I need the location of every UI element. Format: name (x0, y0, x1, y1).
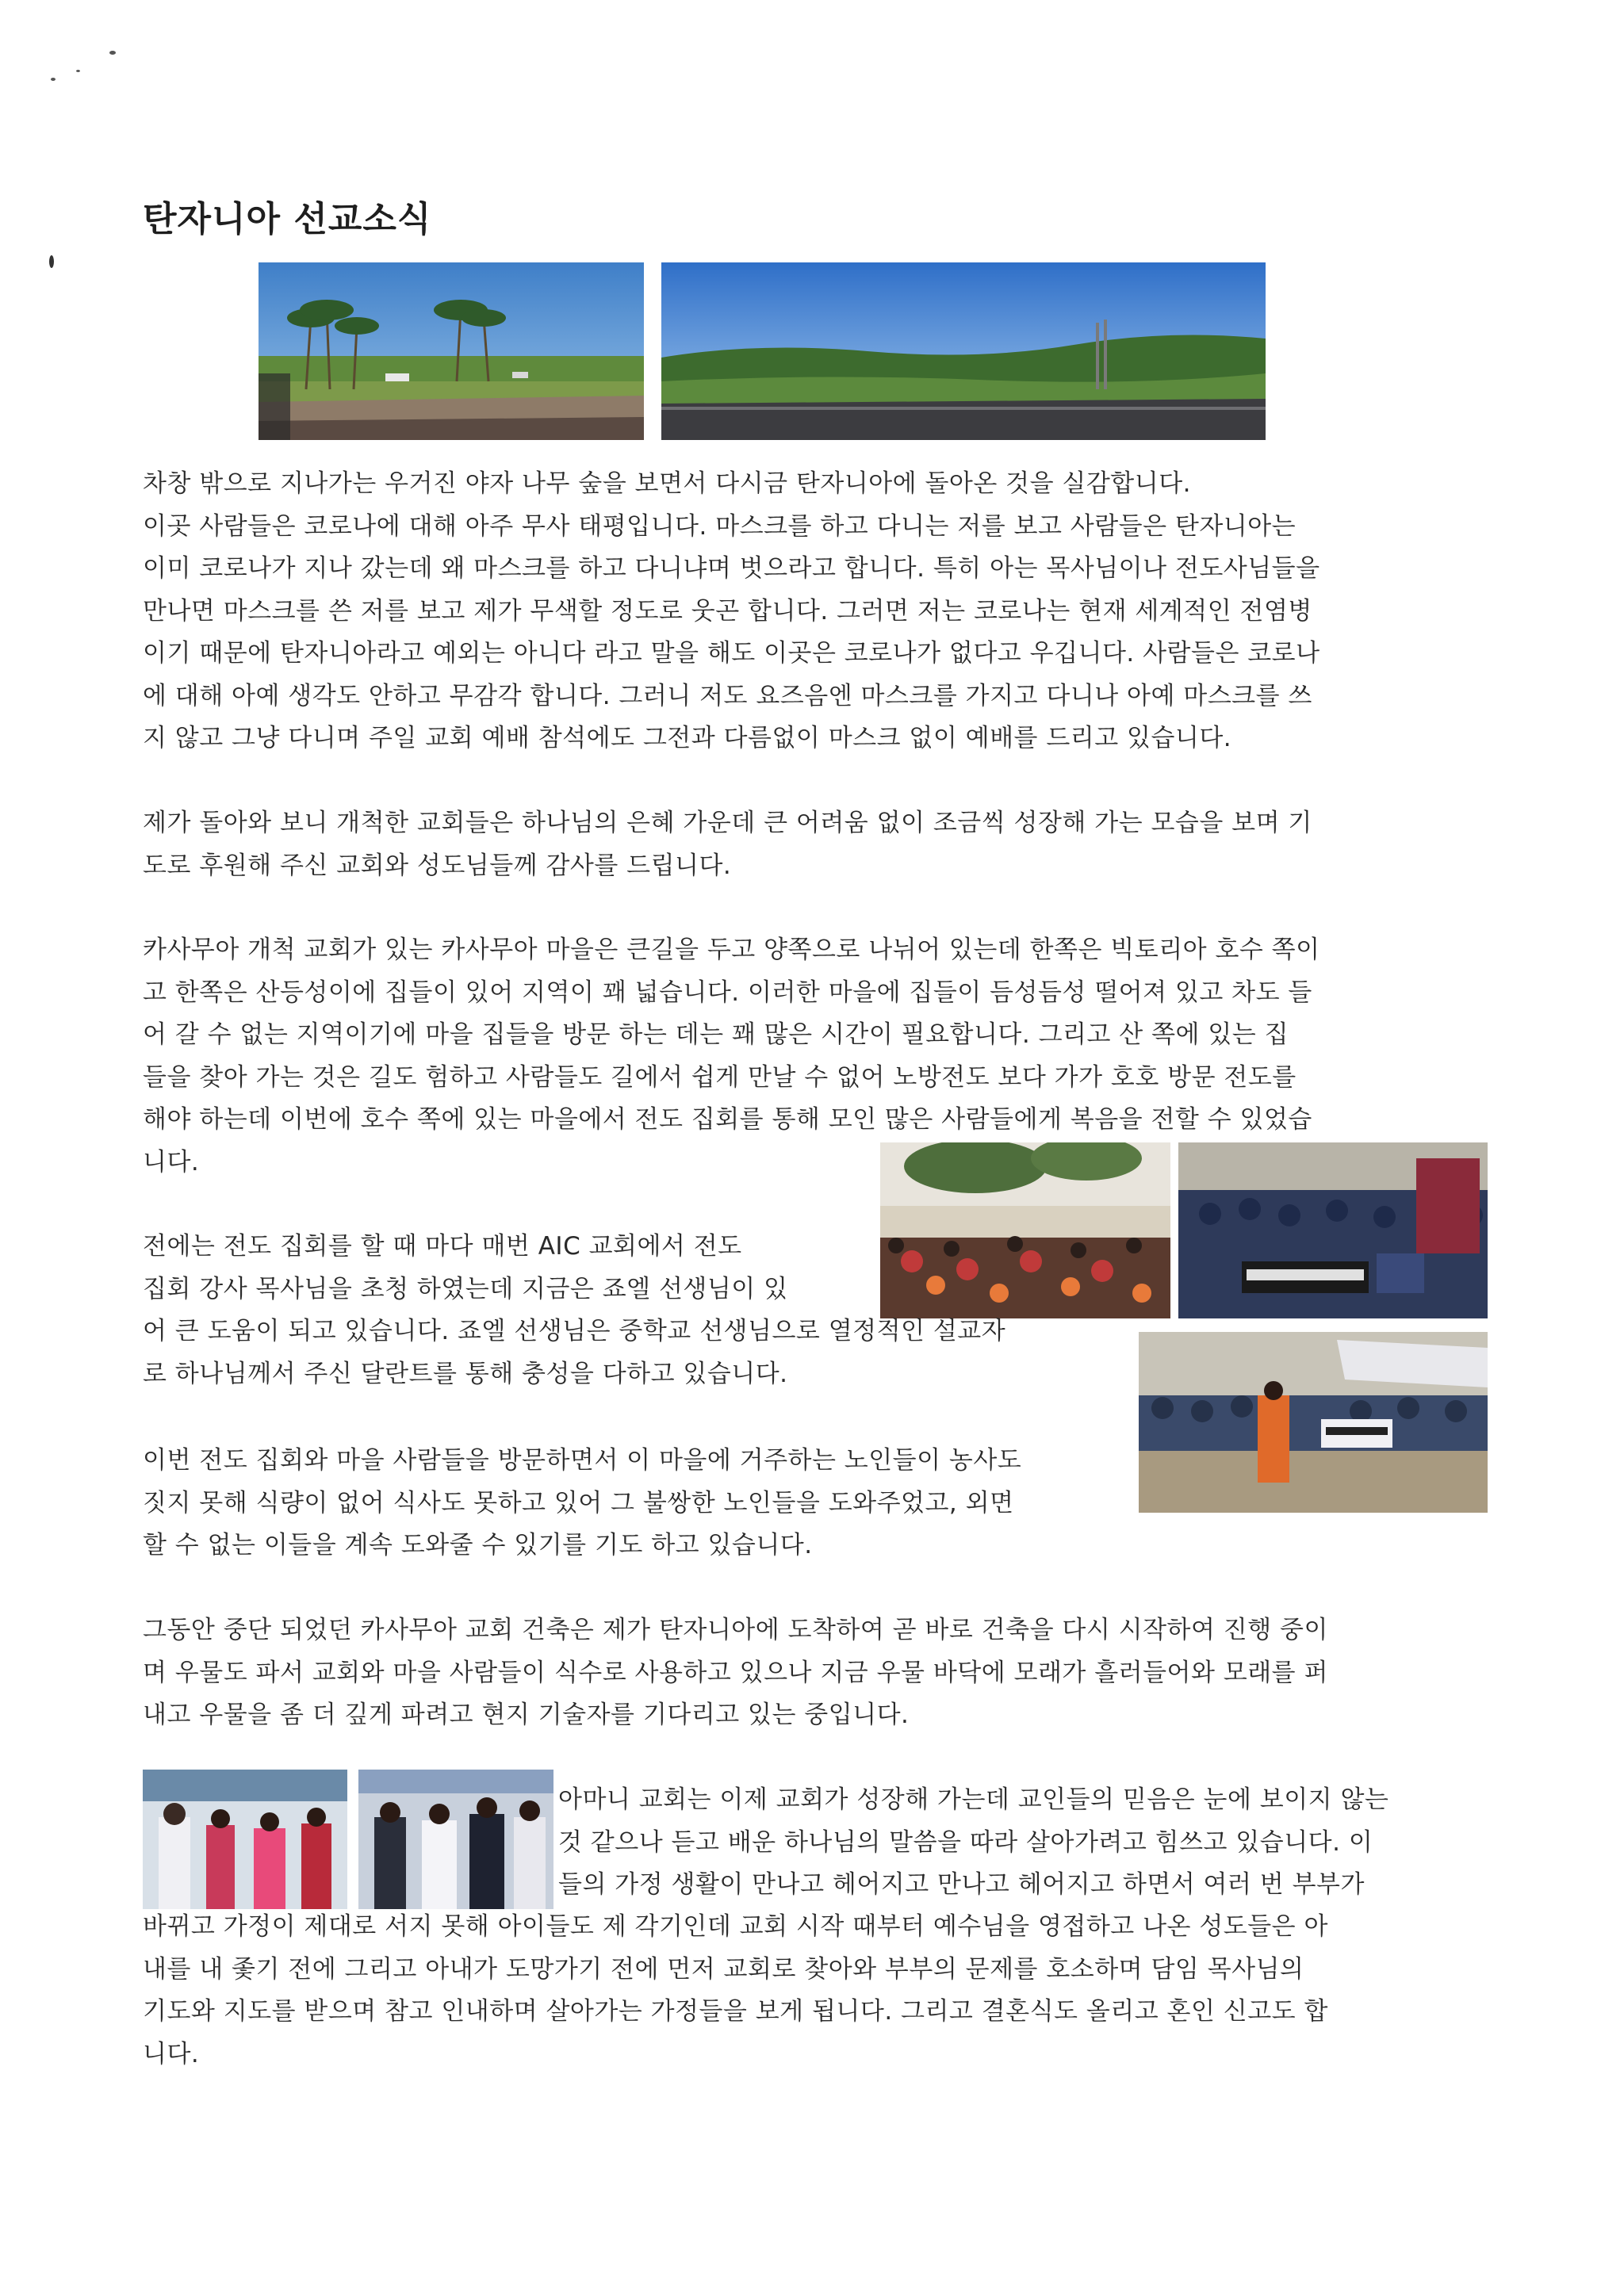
text-line: 내고 우물을 좀 더 깊게 파려고 현지 기술자를 기다리고 있는 중입니다. (143, 1701, 910, 1729)
paragraph-amani-church-body (143, 1906, 1483, 2076)
scan-speck (76, 70, 80, 72)
text-line: 전에는 전도 집회를 할 때 마다 매번 AIC 교회에서 전도 (143, 1232, 742, 1261)
photo-wedding-couple (358, 1770, 553, 1909)
text-line: 이번 전도 집회와 마을 사람들을 방문하면서 이 마을에 거주하는 노인들이 농사도 (143, 1446, 1022, 1475)
text-line: 어 큰 도움이 되고 있습니다. 죠엘 선생님은 중학교 선생님으로 열정적인 설교자 (143, 1317, 1006, 1345)
text-line: 고 한쪽은 산등성이에 집들이 있어 지역이 꽤 넓습니다. 이러한 마을에 집들이 듬성듬성 떨어져 있고 차도 들 (143, 978, 1312, 1007)
text-line: 할 수 없는 이들을 계속 도와줄 수 있기를 기도 하고 있습니다. (143, 1531, 813, 1559)
text-line: 어 갈 수 없는 지역이기에 마을 집들을 방문 하는 데는 꽤 많은 시간이 필요합니다. 그리고 산 쪽에 있는 집 (143, 1020, 1289, 1049)
text-line: 차창 밖으로 지나가는 우거진 야자 나무 숲을 보면서 다시금 탄자니아에 돌아온 것을 실감합니다. (143, 469, 1191, 498)
text-line: 것 같으나 듣고 배운 하나님의 말씀을 따라 살아가려고 힘쓰고 있습니다. 이 (558, 1827, 1373, 1857)
text-line: 기도와 지도를 받으며 참고 인내하며 살아가는 가정들을 보게 됩니다. 그리고 결혼식도 올리고 혼인 신고도 합 (143, 1997, 1328, 2026)
text-line: 이기 때문에 탄자니아라고 예외는 아니다 라고 말을 해도 이곳은 코로나가 없다고 우깁니다. 사람들은 코로나 (143, 639, 1320, 668)
text-line: 짓지 못해 식량이 없어 식사도 못하고 있어 그 불쌍한 노인들을 도와주었고, 외면 (143, 1488, 1014, 1517)
text-line: 카사무아 개척 교회가 있는 카사무아 마을은 큰길을 두고 양쪽으로 나뉘어 있는데 한쪽은 빅토리아 호수 쪽이 (143, 936, 1320, 964)
photo-palm-trees (259, 262, 644, 440)
photo-landscape-road (661, 262, 1266, 440)
page-title: 탄자니아 선교소식 (143, 199, 432, 239)
text-line: 로 하나님께서 주신 달란트를 통해 충성을 다하고 있습니다. (143, 1359, 788, 1388)
paragraph-kasamwa-village (143, 929, 1483, 1184)
paragraph-amani-church-intro (558, 1779, 1388, 1907)
text-line: 들을 찾아 가는 것은 길도 험하고 사람들도 길에서 쉽게 만날 수 없어 노방전도 보다 가가 호호 방문 전도를 (143, 1062, 1297, 1092)
text-line: 해야 하는데 이번에 호수 쪽에 있는 마을에서 전도 집회를 통해 모인 많은 사람들에게 복음을 전할 수 있었습 (143, 1105, 1312, 1134)
paragraph-joel-teacher (143, 1226, 1005, 1395)
text-line: 이곳 사람들은 코로나에 대해 아주 무사 태평입니다. 마스크를 하고 다니는 저를 보고 사람들은 탄자니아는 (143, 511, 1297, 541)
text-line: 에 대해 아예 생각도 안하고 무감각 합니다. 그러니 저도 요즈음엔 마스크를 가지고 다니나 아예 마스크를 쓰 (143, 681, 1312, 710)
text-line: 니다. (143, 1147, 200, 1177)
paragraph-thanks (143, 802, 1483, 887)
scan-speck (51, 78, 56, 81)
text-line: 이미 코로나가 지나 갔는데 왜 마스크를 하고 다니냐며 벗으라고 합니다. 특히 아는 목사님이나 전도사님들을 (143, 554, 1320, 583)
photo-women-ceremony (143, 1770, 347, 1909)
paragraph-elderly-help (143, 1440, 1021, 1567)
text-line: 들의 가정 생활이 만나고 헤어지고 만나고 헤어지고 하면서 여러 번 부부가 (558, 1870, 1365, 1899)
scan-speck (109, 51, 116, 55)
paragraph-return-covid (143, 463, 1483, 760)
photo-preacher-keyboard (1139, 1332, 1488, 1513)
text-line: 제가 돌아와 보니 개척한 교회들은 하나님의 은혜 가운데 큰 어려움 없이 조금씩 성장해 가는 모습을 보며 기 (143, 809, 1312, 837)
text-line: 아마니 교회는 이제 교회가 성장해 가는데 교인들의 믿음은 눈에 보이지 않는 (558, 1785, 1389, 1814)
paragraph-church-construction (143, 1609, 1483, 1737)
text-line: 만나면 마스크를 쓴 저를 보고 제가 무색할 정도로 웃곤 합니다. 그러면 저는 코로나는 현재 세계적인 전염병 (143, 596, 1312, 626)
text-line: 지 않고 그냥 다니며 주일 교회 예배 참석에도 그전과 다름없이 마스크 없이 예배를 드리고 있습니다. (143, 724, 1232, 752)
text-line: 며 우물도 파서 교회와 마을 사람들이 식수로 사용하고 있으나 지금 우물 바닥에 모래가 흘러들어와 모래를 퍼 (143, 1658, 1328, 1687)
text-line: 집회 강사 목사님을 초청 하였는데 지금은 죠엘 선생님이 있 (143, 1274, 788, 1303)
text-line: 그동안 중단 되었던 카사무아 교회 건축은 제가 탄자니아에 도착하여 곧 바로 건축을 다시 시작하여 진행 중이 (143, 1616, 1328, 1644)
text-line: 내를 내 좇기 전에 그리고 아내가 도망가기 전에 먼저 교회로 찾아와 부부의 문제를 호소하며 담임 목사님의 (143, 1954, 1304, 1984)
scan-speck (49, 255, 54, 268)
text-line: 니다. (143, 2039, 200, 2068)
text-line: 도로 후원해 주신 교회와 성도님들께 감사를 드립니다. (143, 851, 732, 880)
text-line: 바뀌고 가정이 제대로 서지 못해 아이들도 제 각기인데 교회 시작 때부터 예수님을 영접하고 나온 성도들은 아 (143, 1912, 1328, 1941)
